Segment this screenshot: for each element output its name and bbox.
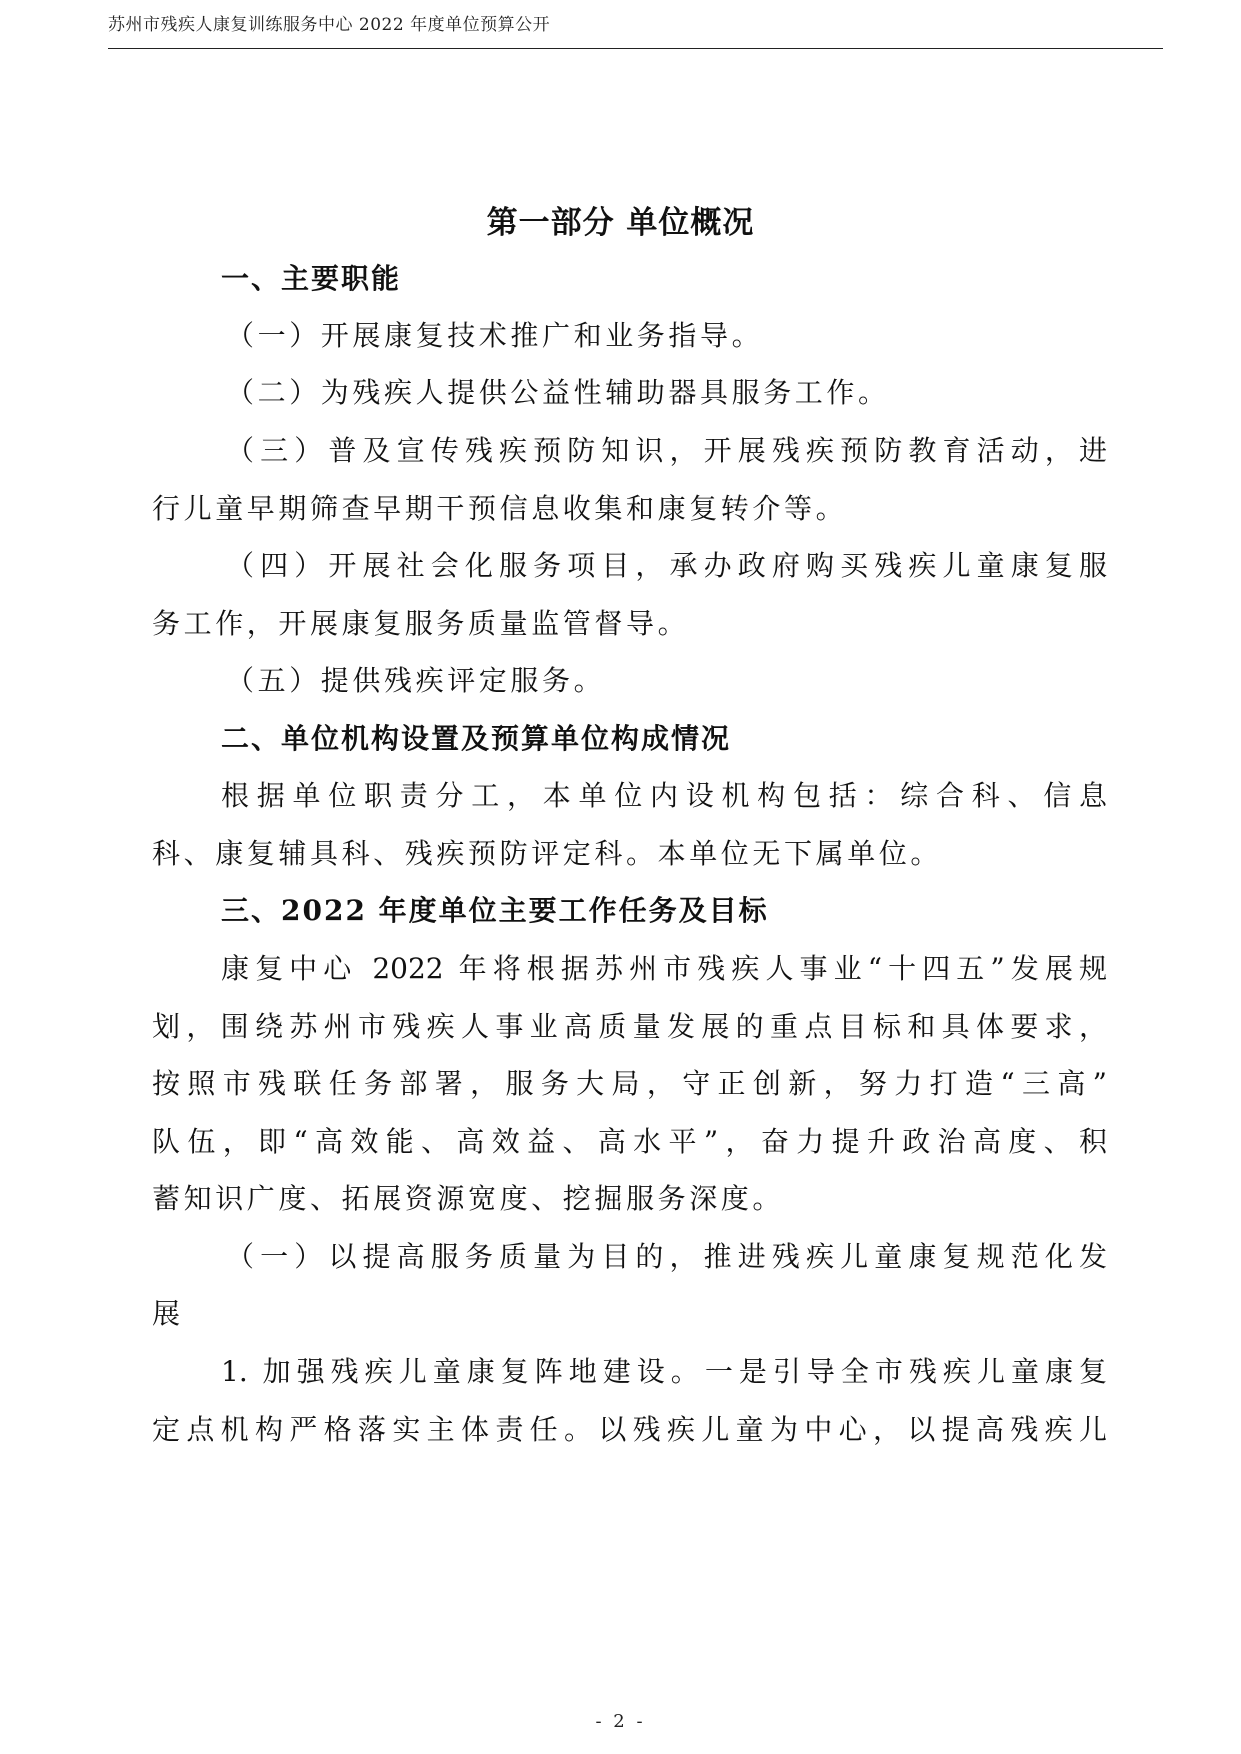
section-title: 第一部分 单位概况 [486, 205, 755, 241]
heading-main-functions: 一、主要职能 [221, 262, 402, 295]
function-item-4-line-1: （四）开展社会化服务项目，承办政府购买残疾儿童康复服 [226, 549, 1107, 582]
function-item-5: （五）提供残疾评定服务。 [226, 664, 606, 697]
function-item-3-line-1: （三）普及宣传残疾预防知识，开展残疾预防教育活动，进 [226, 434, 1107, 467]
tasks-paragraph-line-4: 队伍，即“高效能、高效益、高水平”，奋力提升政治高度、积 [152, 1125, 1107, 1158]
heading-2022-tasks: 三、2022 年度单位主要工作任务及目标 [221, 894, 769, 927]
item-1-line-2: 定点机构严格落实主体责任。以残疾儿童为中心，以提高残疾儿 [152, 1413, 1107, 1446]
organization-paragraph-line-1: 根据单位职责分工，本单位内设机构包括：综合科、信息 [221, 779, 1107, 812]
function-item-4-line-2: 务工作，开展康复服务质量监管督导。 [152, 607, 690, 640]
organization-paragraph-line-2: 科、康复辅具科、残疾预防评定科。本单位无下属单位。 [152, 837, 943, 870]
heading-organization: 二、单位机构设置及预算单位构成情况 [221, 722, 732, 755]
function-item-3-line-2: 行儿童早期筛查早期干预信息收集和康复转介等。 [152, 492, 848, 525]
header-title: 苏州市残疾人康复训练服务中心 2022 年度单位预算公开 [108, 15, 551, 35]
page-number: - 2 - [595, 1711, 646, 1732]
tasks-paragraph-line-2: 划，围绕苏州市残疾人事业高质量发展的重点目标和具体要求， [152, 1010, 1107, 1043]
subheading-1-line-2: 展 [152, 1297, 184, 1330]
function-item-1: （一）开展康复技术推广和业务指导。 [226, 319, 764, 352]
page-header [108, 14, 1163, 49]
tasks-paragraph-line-3: 按照市残联任务部署，服务大局，守正创新，努力打造“三高” [152, 1067, 1107, 1100]
tasks-paragraph-line-1: 康复中心 2022 年将根据苏州市残疾人事业“十四五”发展规 [221, 952, 1107, 985]
function-item-2: （二）为残疾人提供公益性辅助器具服务工作。 [226, 376, 890, 409]
item-1-line-1: 1. 加强残疾儿童康复阵地建设。一是引导全市残疾儿童康复 [221, 1355, 1107, 1388]
tasks-paragraph-line-5: 蓄知识广度、拓展资源宽度、挖掘服务深度。 [152, 1182, 785, 1215]
subheading-1-line-1: （一）以提高服务质量为目的，推进残疾儿童康复规范化发 [226, 1240, 1107, 1273]
